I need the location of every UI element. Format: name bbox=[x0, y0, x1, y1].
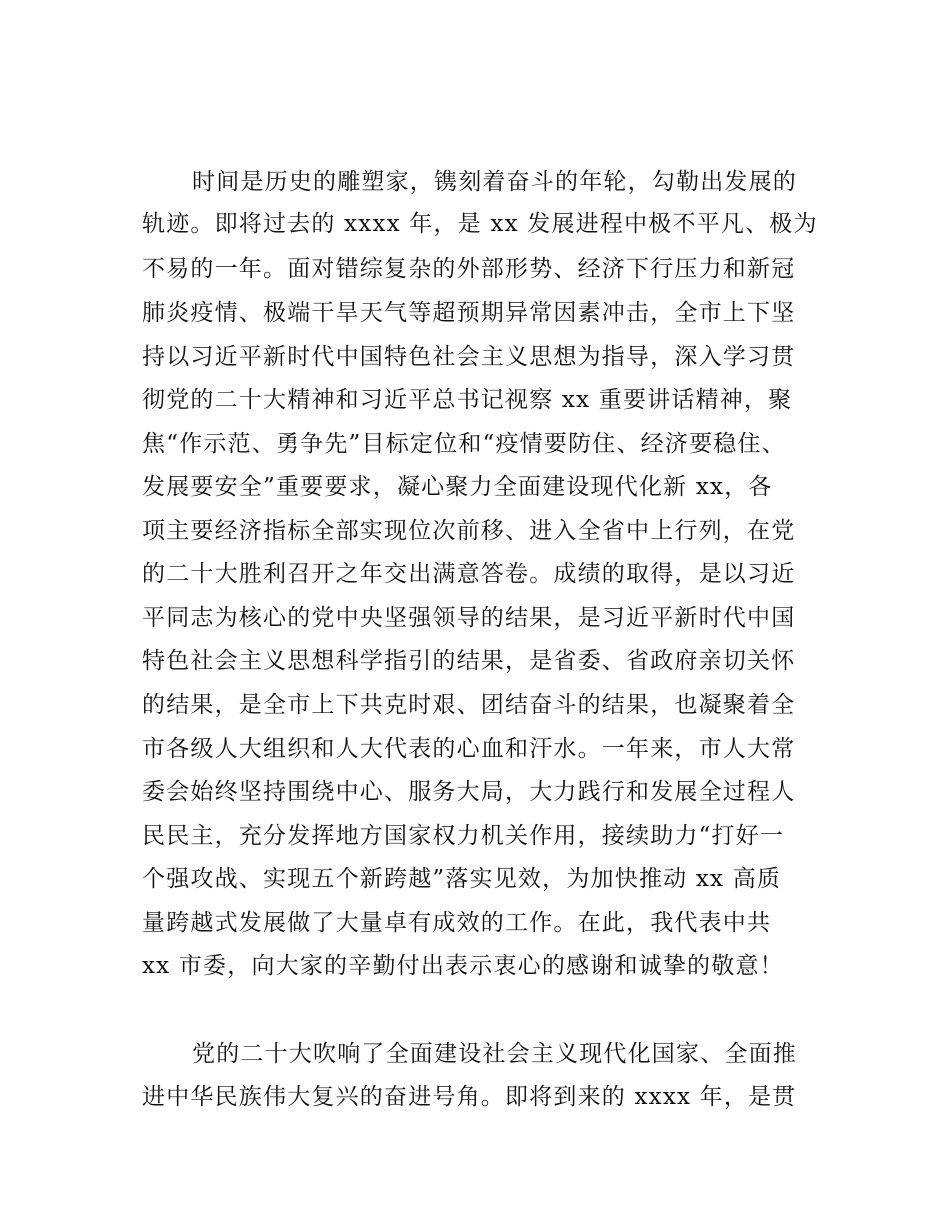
text-line: 焦“作示范、勇争先”目标定位和“疫情要防住、经济要稳住、 bbox=[142, 431, 786, 457]
text-line: 民民主，充分发挥地方国家权力机关作用，接续助力“打好一 bbox=[142, 823, 785, 849]
text-line: 平同志为核心的党中央坚强领导的结果，是习近平新时代中国 bbox=[142, 605, 796, 631]
text-line: xx 市委，向大家的辛勤付出表示衷心的感谢和诚挚的敬意！ bbox=[142, 953, 784, 979]
text-line: 不易的一年。面对错综复杂的外部形势、经济下行压力和新冠 bbox=[142, 256, 796, 282]
text-line: 的二十大胜利召开之年交出满意答卷。成绩的取得，是以习近 bbox=[142, 561, 796, 587]
text-line: 党的二十大吹响了全面建设社会主义现代化国家、全面推 bbox=[192, 1041, 797, 1067]
text-line: 持以习近平新时代中国特色社会主义思想为指导，深入学习贯 bbox=[142, 344, 796, 370]
text-line: 个强攻战、实现五个新跨越”落实见效，为加快推动 xx 高质 bbox=[142, 866, 782, 892]
text-line: 时间是历史的雕塑家，镌刻着奋斗的年轮，勾勒出发展的 bbox=[192, 169, 797, 195]
text-line: 肺炎疫情、极端干旱天气等超预期异常因素冲击，全市上下坚 bbox=[142, 300, 796, 326]
text-line: 特色社会主义思想科学指引的结果，是省委、省政府亲切关怀 bbox=[142, 648, 796, 674]
text-line: 项主要经济指标全部实现位次前移、进入全省中上行列，在党 bbox=[142, 518, 796, 544]
text-line: 委会始终坚持围绕中心、服务大局，大力践行和发展全过程人 bbox=[142, 779, 796, 805]
text-line: 进中华民族伟大复兴的奋进号角。即将到来的 xxxx 年，是贯 bbox=[142, 1084, 797, 1110]
text-line: 量跨越式发展做了大量卓有成效的工作。在此，我代表中共 bbox=[142, 910, 772, 936]
text-line: 彻党的二十大精神和习近平总书记视察 xx 重要讲话精神，聚 bbox=[142, 387, 793, 413]
text-line: 发展要安全”重要要求，凝心聚力全面建设现代化新 xx，各 bbox=[142, 474, 773, 500]
text-line: 市各级人大组织和人大代表的心血和汗水。一年来，市人大常 bbox=[142, 736, 796, 762]
text-line: 轨迹。即将过去的 xxxx 年，是 xx 发展进程中极不平凡、极为 bbox=[142, 211, 818, 237]
text-line: 的结果，是全市上下共克时艰、团结奋斗的结果，也凝聚着全 bbox=[142, 692, 796, 718]
